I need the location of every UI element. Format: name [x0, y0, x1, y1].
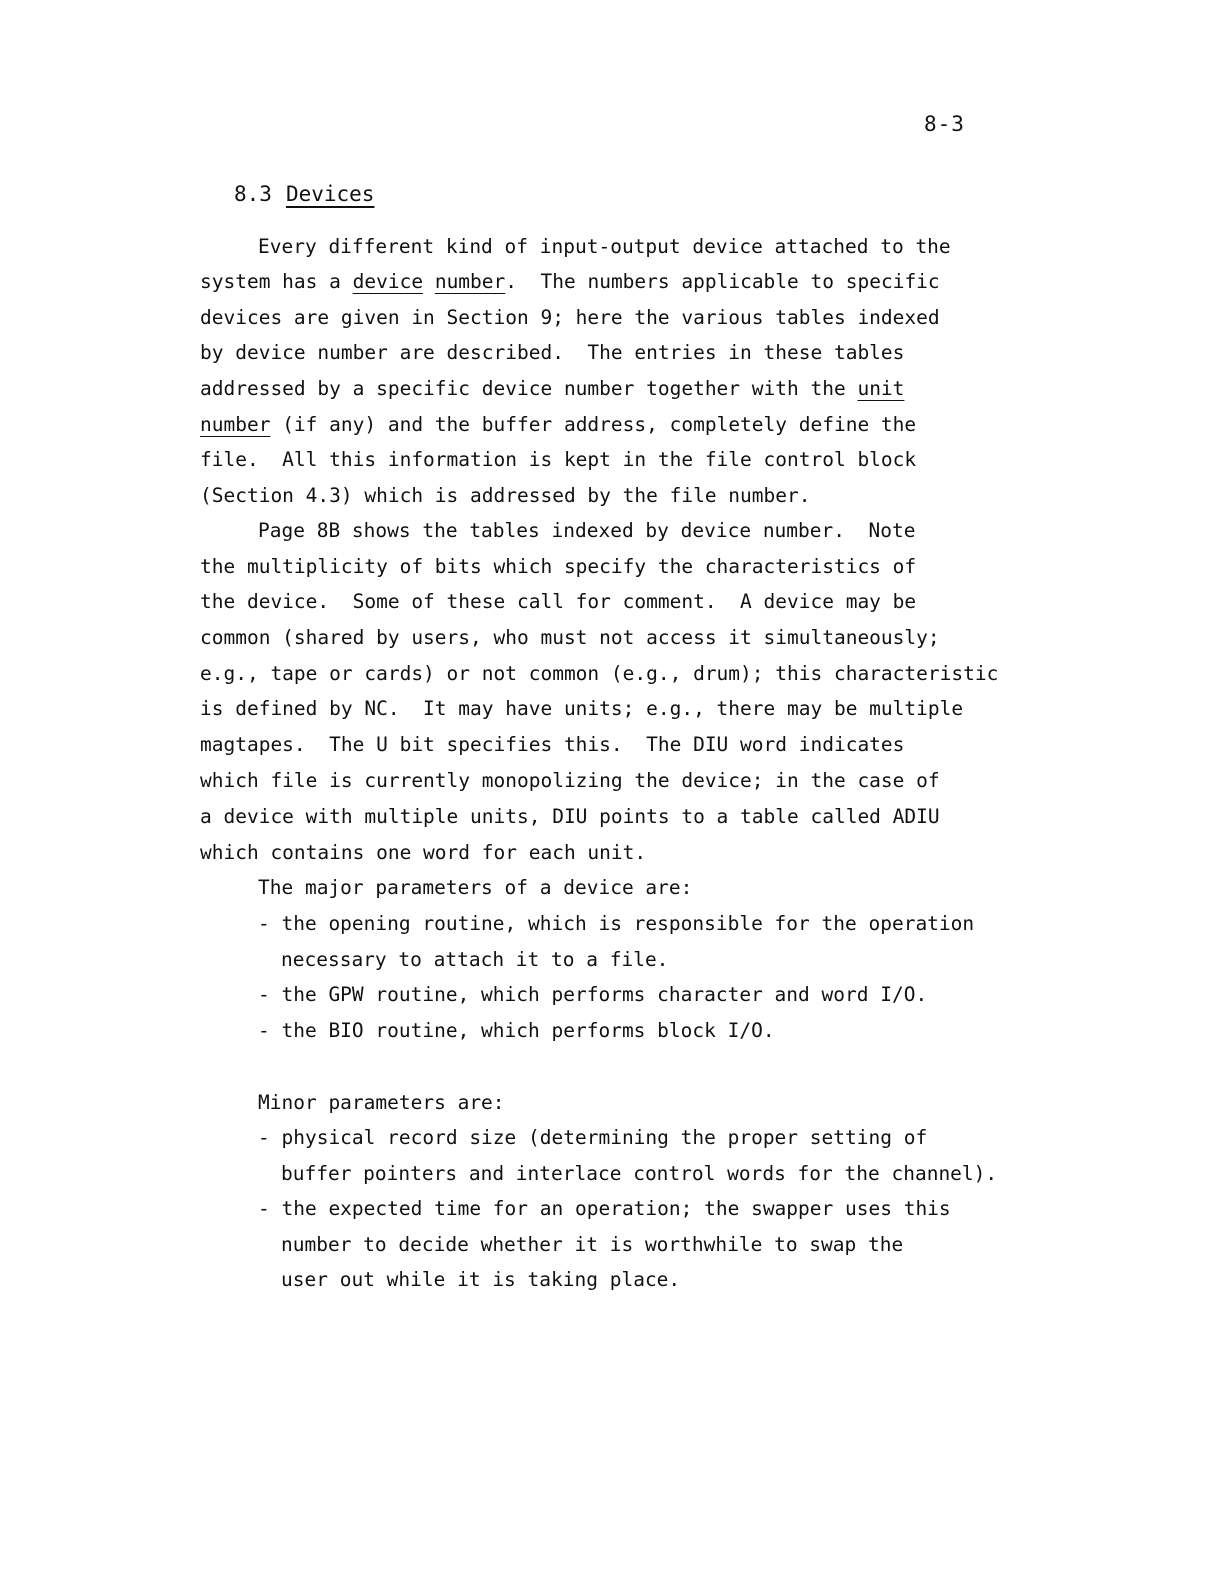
paragraph2-line-1: Page 8B shows the tables indexed by device number. Note	[258, 519, 916, 542]
section-number: 8.3	[234, 182, 272, 206]
paragraph1-line-2	[200, 270, 940, 294]
paragraph1-line-8: (Section 4.3) which is addressed by the file number.	[200, 484, 811, 507]
minor-item-1-line-2: buffer pointers and interlace control words for the channel).	[281, 1162, 998, 1185]
term-device: device	[352, 270, 424, 293]
term-number: number	[434, 270, 506, 293]
minor-item-2-line-1: - the expected time for an operation; the swapper uses this	[258, 1197, 951, 1220]
major-item-2: - the GPW routine, which performs character and word I/O.	[258, 983, 928, 1006]
paragraph2-line-3: the device. Some of these call for comment. A device may be	[200, 590, 917, 613]
text-run	[423, 270, 435, 293]
minor-item-2-line-3: user out while it is taking place.	[281, 1268, 681, 1291]
text-run: . The numbers applicable to specific	[505, 270, 940, 293]
paragraph1-line-7: file. All this information is kept in the file control block	[200, 448, 917, 471]
major-item-1-line-2: necessary to attach it to a file.	[281, 948, 669, 971]
text-run: (if any) and the buffer address, completely define the	[270, 413, 917, 436]
text-run: addressed by a specific device number together with the	[200, 377, 858, 400]
major-item-3: - the BIO routine, which performs block I/O.	[258, 1019, 775, 1042]
paragraph2-line-7: magtapes. The U bit specifies this. The DIU word indicates	[200, 733, 905, 756]
paragraph1-line-5	[200, 377, 904, 401]
minor-item-1-line-1: - physical record size (determining the proper setting of	[258, 1126, 928, 1149]
page-number: 8-3	[924, 112, 965, 136]
paragraph2-line-5: e.g., tape or cards) or not common (e.g., drum); this characteristic	[200, 662, 999, 685]
minor-item-2-line-2: number to decide whether it is worthwhile to swap the	[281, 1233, 904, 1256]
paragraph2-line-4: common (shared by users, who must not access it simultaneously;	[200, 626, 940, 649]
major-item-1-line-1: - the opening routine, which is responsible for the operation	[258, 912, 975, 935]
section-title: Devices	[285, 182, 375, 206]
term-number-2: number	[200, 413, 271, 436]
paragraph1-line-1: Every different kind of input-output device attached to the	[258, 235, 951, 258]
paragraph2-line-9: a device with multiple units, DIU points to a table called ADIU	[200, 805, 940, 828]
minor-parameters-intro: Minor parameters are:	[258, 1091, 505, 1114]
paragraph2-line-8: which file is currently monopolizing the device; in the case of	[200, 769, 940, 792]
paragraph1-line-3: devices are given in Section 9; here the various tables indexed	[200, 306, 940, 329]
term-unit: unit	[857, 377, 905, 400]
major-parameters-intro: The major parameters of a device are:	[258, 876, 693, 899]
text-run: system has a	[200, 270, 353, 293]
paragraph2-line-2: the multiplicity of bits which specify the characteristics of	[200, 555, 917, 578]
paragraph1-line-6	[200, 413, 916, 437]
section-heading	[234, 182, 374, 206]
paragraph2-line-6: is defined by NC. It may have units; e.g., there may be multiple	[200, 697, 964, 720]
paragraph2-line-10: which contains one word for each unit.	[200, 841, 647, 864]
paragraph1-line-4: by device number are described. The entries in these tables	[200, 341, 905, 364]
